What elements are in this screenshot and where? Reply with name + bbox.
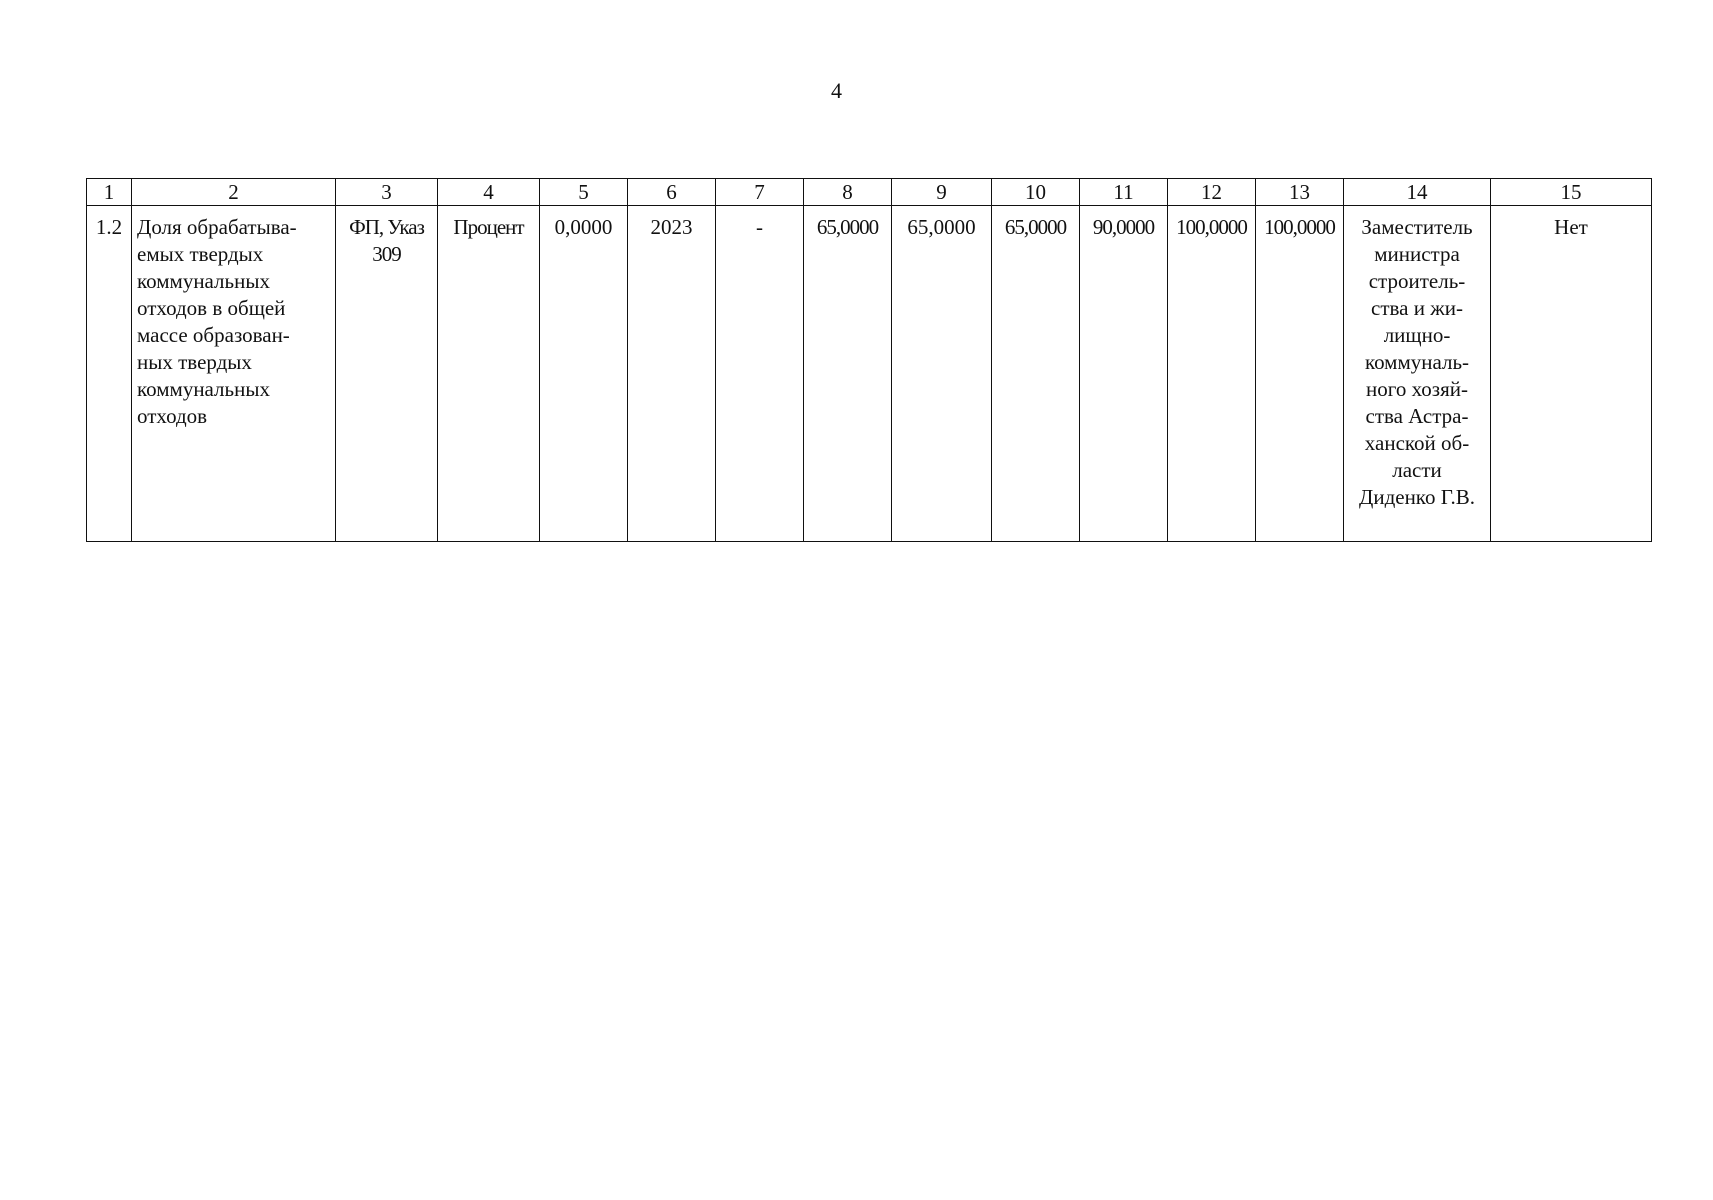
responsible-line: Диденко Г.В.: [1359, 485, 1475, 509]
value-cell-7: -: [716, 206, 804, 542]
column-header: 1: [87, 179, 132, 206]
responsible-line: ханской об-: [1364, 431, 1470, 455]
value-cell-8: 65,0000: [804, 206, 892, 542]
indicator-name-cell: [132, 206, 336, 542]
responsible-line: Заместитель: [1361, 215, 1473, 239]
table-header-row: [87, 179, 1652, 206]
indicator-name-line: ных твердых: [137, 350, 252, 374]
responsible-line: лищно-: [1383, 323, 1451, 347]
source-cell: [336, 206, 438, 542]
base-year-cell: 2023: [628, 206, 716, 542]
column-header: 4: [438, 179, 540, 206]
base-value-cell: 0,0000: [540, 206, 628, 542]
indicator-name-line: массе образован-: [137, 323, 290, 347]
column-header: 14: [1344, 179, 1491, 206]
responsible-cell: [1344, 206, 1491, 542]
value-cell-15: Нет: [1491, 206, 1652, 542]
page-number: 4: [831, 78, 842, 103]
column-header: 13: [1256, 179, 1344, 206]
column-header: 3: [336, 179, 438, 206]
responsible-line: ства и жи-: [1371, 296, 1463, 320]
responsible-line: строитель-: [1368, 269, 1466, 293]
indicator-name-line: Доля обрабатыва-: [137, 215, 297, 239]
column-header: 15: [1491, 179, 1652, 206]
responsible-line: ласти: [1392, 458, 1442, 482]
responsible-line: ства Астра-: [1365, 404, 1469, 428]
column-header: 11: [1080, 179, 1168, 206]
indicator-name-line: отходов в общей: [137, 296, 286, 320]
source-line: 309: [372, 242, 401, 266]
indicator-table: [86, 178, 1652, 542]
indicator-name-line: емых твердых: [137, 242, 264, 266]
column-header: 5: [540, 179, 628, 206]
column-header: 12: [1168, 179, 1256, 206]
column-header: 8: [804, 179, 892, 206]
value-cell-9: 65,0000: [892, 206, 992, 542]
value-cell-10: 65,0000: [992, 206, 1080, 542]
row-number-cell: 1.2: [87, 206, 132, 542]
table-row: [87, 206, 1652, 542]
column-header: 9: [892, 179, 992, 206]
indicator-name-line: отходов: [137, 404, 208, 428]
value-cell-11: 90,0000: [1080, 206, 1168, 542]
unit-cell: Процент: [438, 206, 540, 542]
indicator-name-line: коммунальных: [137, 269, 270, 293]
indicator-name-line: коммунальных: [137, 377, 270, 401]
value-cell-12: 100,0000: [1168, 206, 1256, 542]
source-line: ФП, Указ: [349, 215, 424, 239]
responsible-line: ного хозяй-: [1366, 377, 1468, 401]
value-cell-13: 100,0000: [1256, 206, 1344, 542]
column-header: 10: [992, 179, 1080, 206]
responsible-line: коммуналь-: [1364, 350, 1470, 374]
responsible-line: министра: [1374, 242, 1460, 266]
column-header: 6: [628, 179, 716, 206]
column-header: 2: [132, 179, 336, 206]
column-header: 7: [716, 179, 804, 206]
